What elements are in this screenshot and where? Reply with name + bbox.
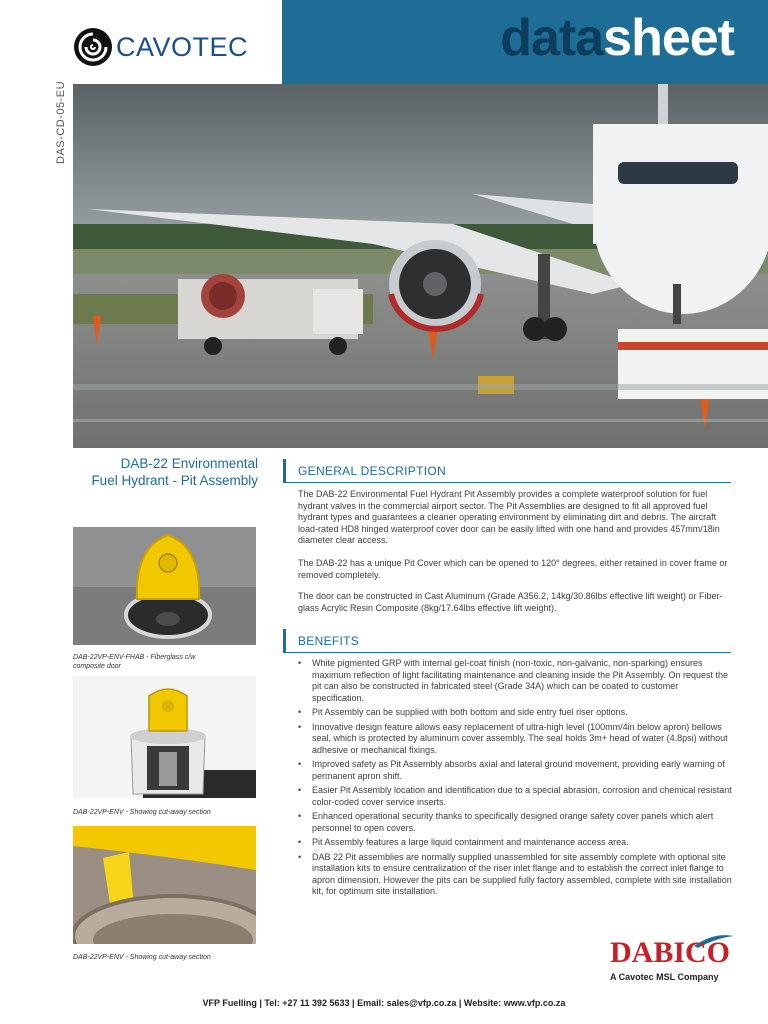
logo-text: CAVOTEC xyxy=(116,31,249,62)
caption-thumbnail-1 xyxy=(73,653,263,671)
product-title-line1: DAB-22 Environmental xyxy=(120,456,258,471)
list-item xyxy=(298,658,732,704)
benefit-text: White pigmented GRP with internal gel-coat finish (non-toxic, non-galvanic, non-sparking) ensures maximum reflection of light facilitating maintenance and cleaning inside the Pit Assembly. On request the pit can also be constructed in fabricated steel (Grade 34A) which can be coated to customer specification. xyxy=(312,658,729,703)
document-code: DAS-CD-05-EU xyxy=(55,80,67,164)
thumbnail-cutaway-1 xyxy=(73,676,256,798)
caption-1-line2: composite door xyxy=(73,663,121,670)
cavotec-logo xyxy=(72,26,272,68)
bullet-icon: • xyxy=(298,658,302,668)
cavotec-swirl-icon xyxy=(72,26,114,68)
heading-accent-bar xyxy=(283,629,286,653)
caption-1-line1: DAB-22VP-ENV-FHAB - Fiberglass c/w xyxy=(73,654,196,661)
dabico-wordmark: DABICO xyxy=(610,936,731,969)
bullet-icon: • xyxy=(298,721,302,732)
product-title-line2: Fuel Hydrant - Pit Assembly xyxy=(91,473,258,488)
general-description-paragraph-1: The DAB-22 Environmental Fuel Hydrant Pit Assembly provides a complete waterproof solution for fuel hydrant valves in the commercial airport sector. The Pit Assemblies are designed to fit all approved fuel hydrant types and guarantees a cleaner operating environment by eliminating dirt and debris. The aircraft load-rated HD8 hinged waterproof cover door can be easily lifted with one hand and provides 457mm/18in diameter clear access. xyxy=(298,489,720,545)
hero-photo-aircraft-refuelling xyxy=(73,84,768,448)
benefits-title: BENEFITS xyxy=(298,634,360,648)
bullet-icon: • xyxy=(298,785,302,795)
benefit-text: Improved safety as Pit Assembly absorbs axial and lateral ground movement, providing early warning of permanent apron shift. xyxy=(312,759,725,781)
benefit-text: DAB 22 Pit assemblies are normally supplied unassembled for site assembly complete with optional site installation kits to ensure centralization of the riser inlet flange and to establish the correct inlet flange to apron dimension. However the pits can be supplied fully factory assembled, complete with site installation kit, for optimum site installation. xyxy=(312,851,732,896)
caption-thumbnail-2 xyxy=(73,808,263,817)
general-description-paragraph-3: The door can be constructed in Cast Aluminum (Grade A356.2, 14kg/30.86lbs effective lift weight) or Fiber-glass Acrylic Resin Composite (8kg/17.64lbs effective lift weight). xyxy=(298,591,723,613)
dabico-logo xyxy=(606,934,736,986)
bullet-icon: • xyxy=(298,707,302,717)
list-item xyxy=(298,722,732,757)
benefit-text: Innovative design feature allows easy replacement of ultra-high level (100mm/4in below apron) bellows seal, which is protected by aluminum cover assembly. The seal holds 3m+ head of water (4.8psi) without adhesive or mechanical fixings. xyxy=(312,721,728,755)
banner-word-sheet: sheet xyxy=(603,9,734,67)
caption-3-line1: DAB-22VP-ENV - Showing cut-away section xyxy=(73,954,211,961)
caption-thumbnail-3 xyxy=(73,953,263,962)
benefits-heading xyxy=(283,629,731,653)
bullet-icon: • xyxy=(298,851,302,862)
list-item xyxy=(298,785,732,808)
benefit-text: Enhanced operational security thanks to specifically designed orange safety cover panels which alert personnel to open covers. xyxy=(312,811,714,833)
banner-word-data: data xyxy=(500,9,604,67)
general-description-title: GENERAL DESCRIPTION xyxy=(298,464,446,478)
bullet-icon: • xyxy=(298,837,302,847)
list-item xyxy=(298,837,732,849)
dabico-tagline: A Cavotec MSL Company xyxy=(610,972,719,982)
list-item xyxy=(298,811,732,834)
thumbnail-cutaway-2 xyxy=(73,826,256,944)
list-item xyxy=(298,759,732,782)
heading-accent-bar xyxy=(283,459,286,483)
product-title xyxy=(72,455,258,489)
benefit-text: Easier Pit Assembly location and identification due to a special abrasion, corrosion and chemical resistant color-coded cover service inserts. xyxy=(312,785,732,807)
footer-contact: VFP Fuelling | Tel: +27 11 392 5633 | Email: sales@vfp.co.za | Website: www.vfp.co.za xyxy=(202,998,566,1008)
list-item xyxy=(298,852,732,898)
thumbnail-fiberglass-door xyxy=(73,527,256,645)
bullet-icon: • xyxy=(298,759,302,769)
caption-2-line1: DAB-22VP-ENV - Showing cut-away section xyxy=(73,809,211,816)
bullet-icon: • xyxy=(298,811,302,821)
general-description-paragraph-2: The DAB-22 has a unique Pit Cover which can be opened to 120° degrees, either retained in cover frame or removed completely. xyxy=(298,558,728,580)
list-item xyxy=(298,707,732,719)
general-description-heading xyxy=(283,459,731,483)
banner-title xyxy=(500,8,734,68)
benefits-list xyxy=(298,658,732,901)
benefit-text: Pit Assembly can be supplied with both bottom and side entry fuel riser options. xyxy=(312,707,628,717)
datasheet-banner xyxy=(282,0,768,84)
benefit-text: Pit Assembly features a large liquid containment and maintenance access area. xyxy=(312,837,629,847)
